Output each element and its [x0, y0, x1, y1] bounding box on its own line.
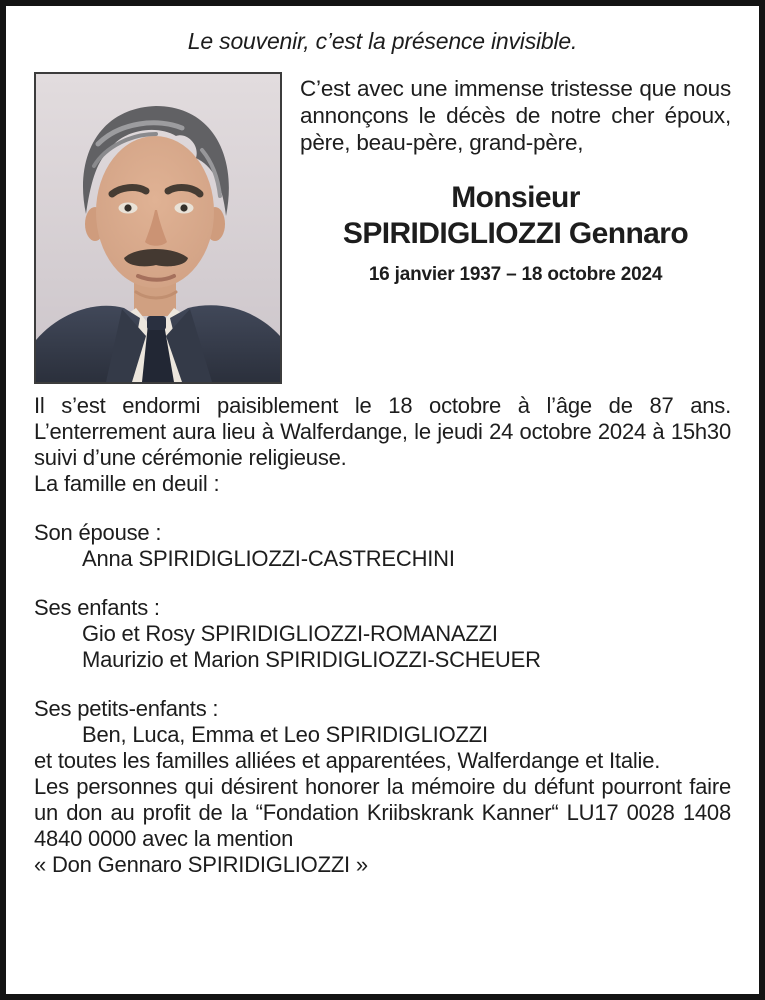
notice-body	[34, 393, 731, 878]
life-dates: 16 janvier 1937 – 18 octobre 2024	[368, 263, 663, 285]
name-block	[300, 180, 731, 286]
announcement-paragraph: Il s’est endormi paisiblement le 18 octobre à l’âge de 87 ans. L’enterrement aura lieu à Walferdange, le jeudi 24 octobre 2024 à 15h30 suivi d’une cérémonie religieuse.	[34, 392, 731, 470]
family-member-name: Maurizio et Marion SPIRIDIGLIOZZI-SCHEUER	[82, 646, 541, 672]
portrait-photo	[34, 72, 282, 384]
memorial-quote: Le souvenir, c’est la présence invisible.	[187, 28, 578, 54]
family-group-label: Son épouse :	[34, 519, 162, 545]
donation-paragraph	[34, 774, 731, 878]
header-text-column	[300, 72, 731, 384]
family-group-label: Ses enfants :	[34, 594, 160, 620]
family-group-label: Ses petits-enfants :	[34, 695, 219, 721]
closing-paragraph: et toutes les familles alliées et apparentées, Walferdange et Italie.	[34, 747, 661, 773]
donation-text: Les personnes qui désirent honorer la mémoire du défunt pourront faire un don au profit de la “Fondation Kriibskrank Kanner“ LU17 0028 1408 4840 0000 avec la mention	[34, 773, 731, 851]
header-row	[34, 72, 731, 384]
intro-paragraph: C’est avec une immense tristesse que nous annonçons le décès de notre cher époux, père, beau-père, grand-père,	[300, 75, 731, 155]
family-group-children	[34, 595, 731, 673]
family-member-name: Anna SPIRIDIGLIOZZI-CASTRECHINI	[82, 545, 455, 571]
family-member-name: Ben, Luca, Emma et Leo SPIRIDIGLIOZZI	[82, 721, 488, 747]
family-group-spouse	[34, 520, 731, 572]
portrait-illustration	[36, 74, 280, 382]
family-member-name: Gio et Rosy SPIRIDIGLIOZZI-ROMANAZZI	[82, 620, 498, 646]
deceased-name: SPIRIDIGLIOZZI Gennaro	[342, 216, 689, 250]
family-group-grandchildren	[34, 696, 731, 748]
family-heading: La famille en deuil :	[34, 470, 220, 496]
donation-mention: « Don Gennaro SPIRIDIGLIOZZI »	[34, 851, 368, 877]
title-prefix: Monsieur	[451, 180, 580, 214]
